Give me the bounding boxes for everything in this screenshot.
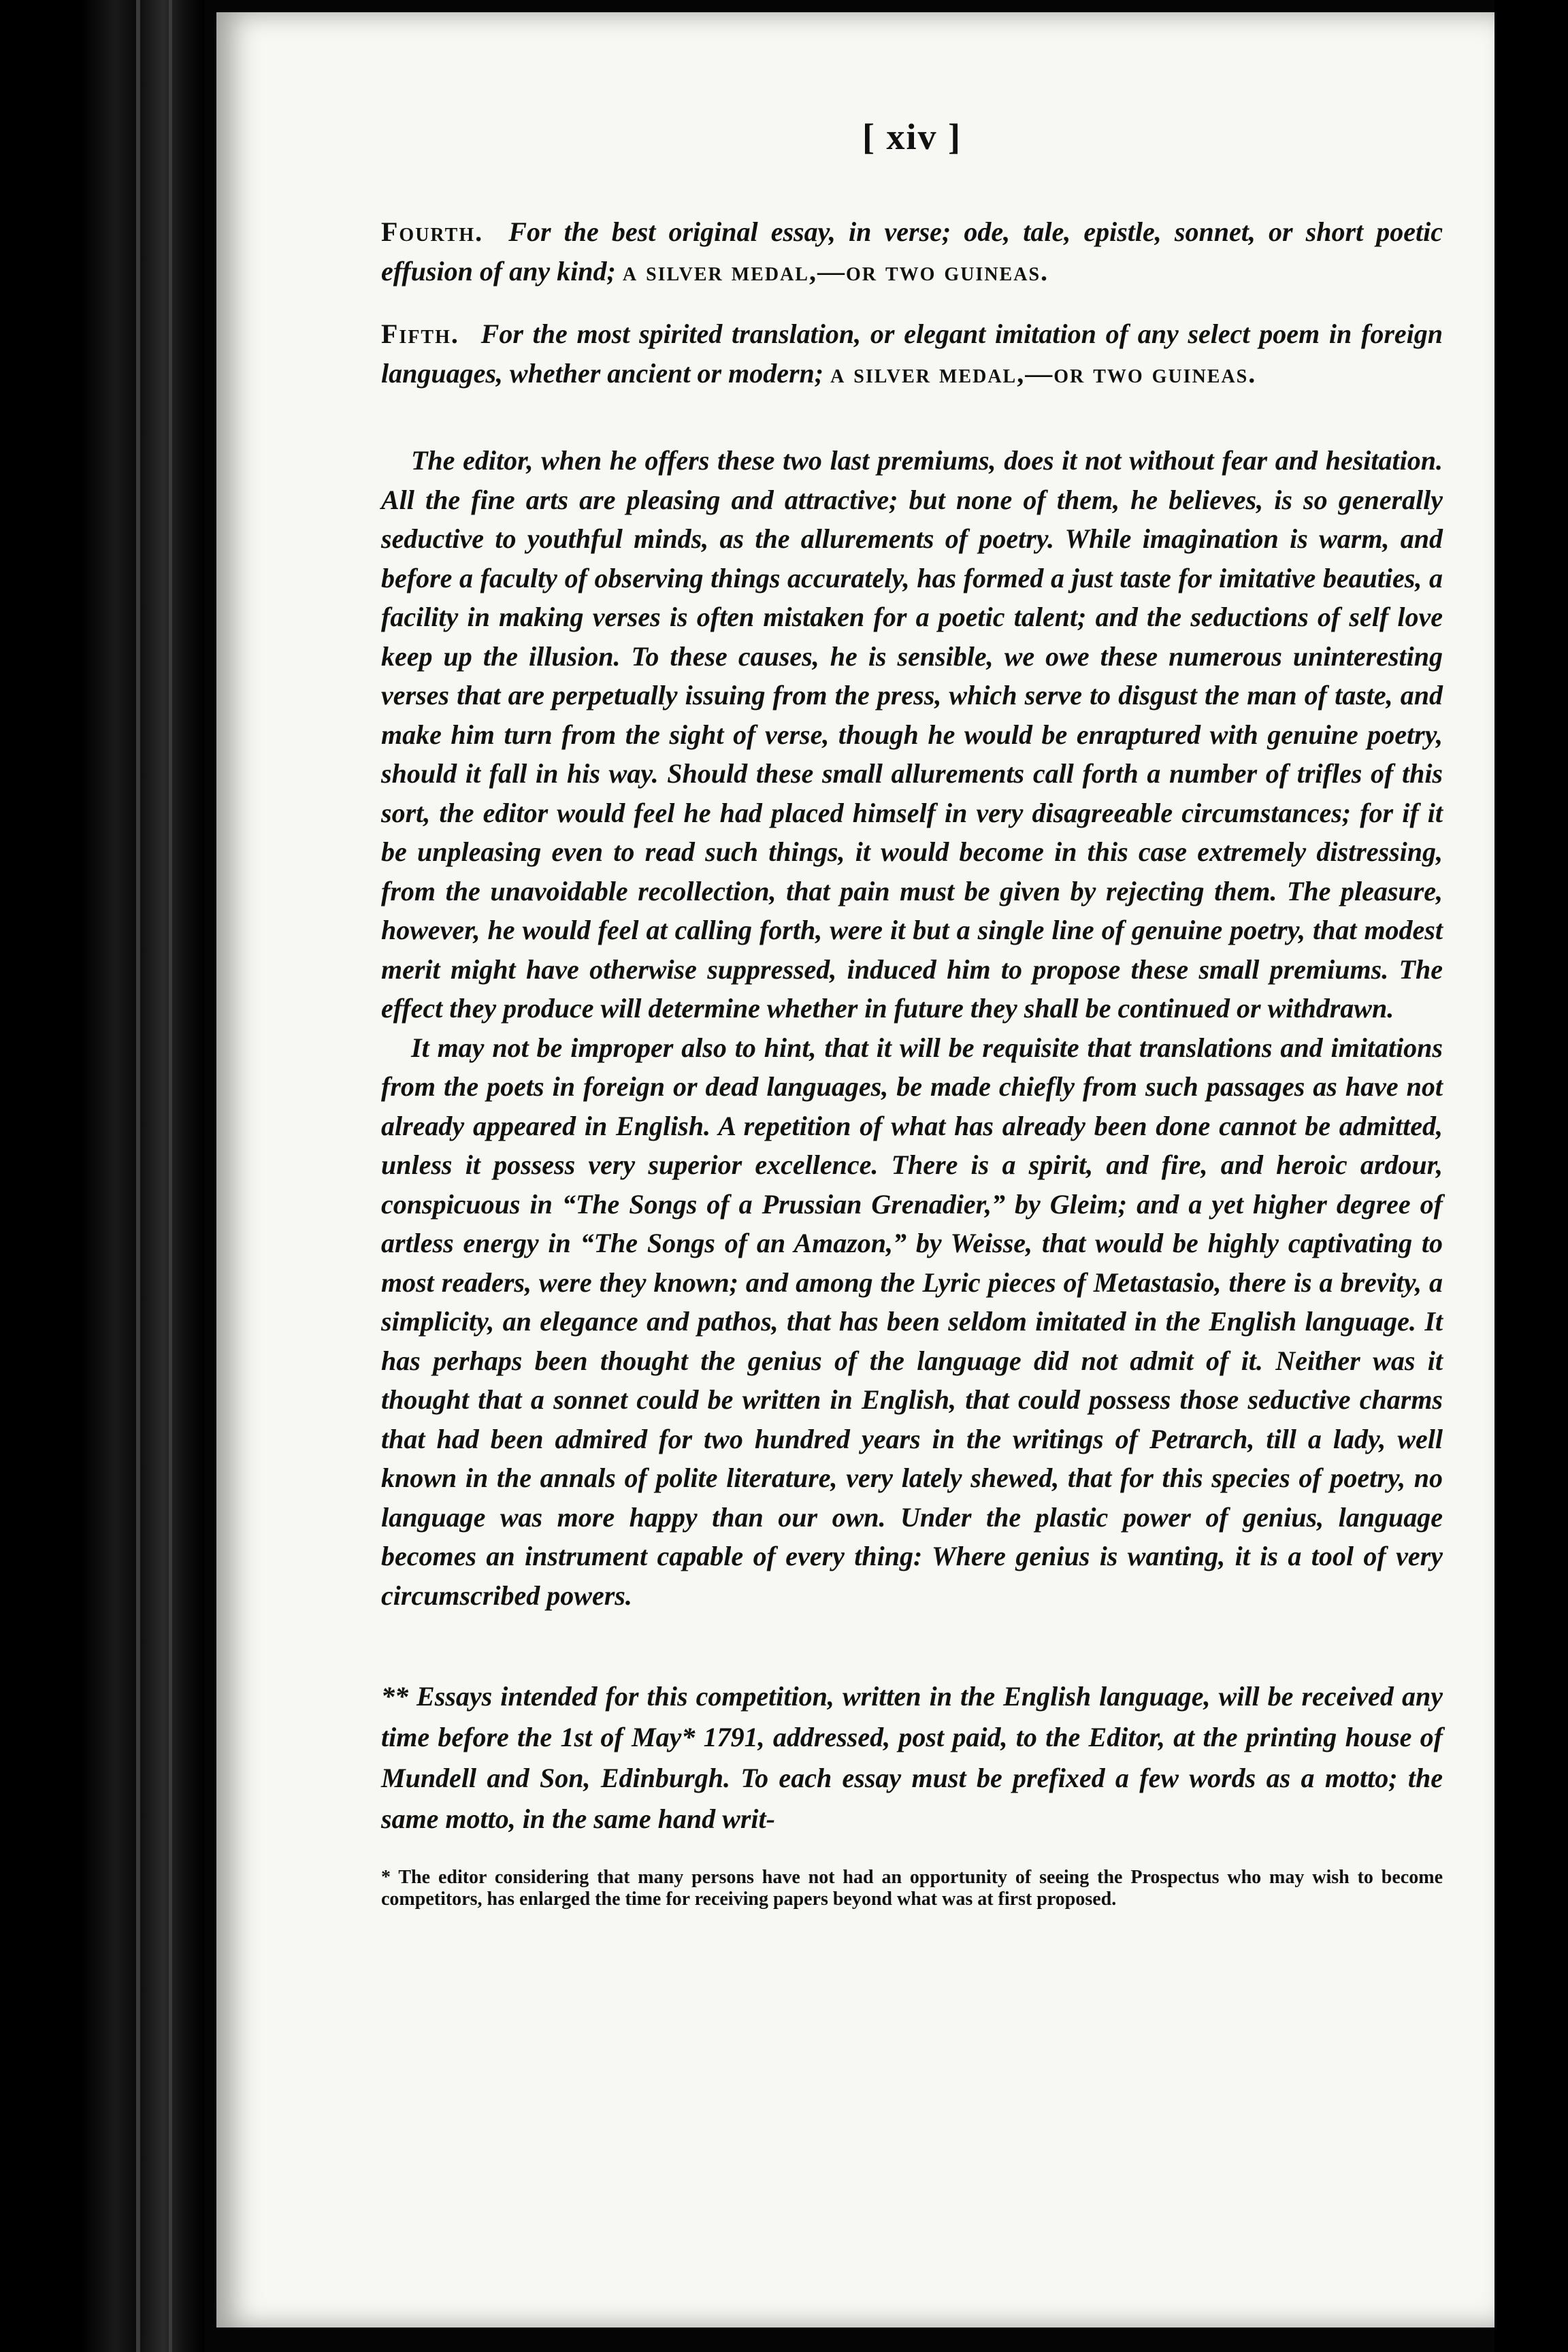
premium-prize: a silver medal,—or two guineas. bbox=[830, 358, 1257, 389]
premium-description: For the most spirited translation, or elegant imitation of any select poem in foreign languages, whether ancient or modern; bbox=[381, 318, 1443, 389]
premium-fifth bbox=[381, 314, 1443, 393]
premium-description: For the best original essay, in verse; ode, tale, epistle, sonnet, or short poetic effusion of any kind; bbox=[381, 216, 1443, 287]
page-edge-strip bbox=[169, 0, 172, 2352]
premium-prize: a silver medal,—or two guineas. bbox=[622, 256, 1049, 287]
premium-ordinal: Fourth. bbox=[381, 216, 484, 247]
footnote: * The editor considering that many persons have not had an opportunity of seeing the Prospectus who may wish to become competitors, has enlarged the time for receiving papers beyond what was at first proposed. bbox=[381, 1867, 1443, 1910]
premium-ordinal: Fifth. bbox=[381, 318, 459, 349]
page-number: [ xiv ] bbox=[862, 116, 962, 157]
body-paragraph: It may not be improper also to hint, that it will be requisite that translations and imitations from the poets in foreign or dead languages, be made chiefly from such passages as have not already appeared in English. A repetition of what has already been done cannot be admitted, unless it possess very superior excellence. There is a spirit, and fire, and heroic ardour, conspicuous in “The Songs of a Prussian Grenadier,” by Gleim; and a yet higher degree of artless energy in “The Songs of an Amazon,” by Weisse, that would be highly captivating to most readers, were they known; and among the Lyric pieces of Metastasio, there is a brevity, a simplicity, an elegance and pathos, that has been seldom imitated in the English language. It has perhaps been thought the genius of the language did not admit of it. Neither was it thought that a sonnet could be written in English, that could possess those seductive charms that had been admired for two hundred years in the writings of Petrarch, till a lady, well known in the annals of polite literature, very lately shewed, that for this species of poetry, no language was more happy than our own. Under the plastic power of genius, language becomes an instrument capable of every thing: Where genius is wanting, it is a tool of very circumscribed powers. bbox=[381, 1032, 1443, 1611]
page-edge-strip bbox=[136, 0, 140, 2352]
right-margin-dark bbox=[1494, 0, 1568, 2352]
page-content bbox=[381, 116, 1443, 1929]
body-paragraph: The editor, when he offers these two last premiums, does it not without fear and hesitation. All the fine arts are pleasing and attractive; but none of them, he believes, is so generally seductive to youthful minds, as the allurements of poetry. While imagination is warm, and before a faculty of observing things accurately, has formed a just taste for imitative beauties, a facility in making verses is often mistaken for a poetic talent; and the seductions of self love keep up the illusion. To these causes, he is sensible, we owe these numerous uninteresting verses that are perpetually issuing from the press, which serve to disgust the man of taste, and make him turn from the sight of verse, though he would be enraptured with genuine poetry, should it fall in his way. Should these small allurements call forth a number of trifles of this sort, the editor would feel he had placed himself in very disagreeable circumstances; for if it be unpleasing even to read such things, it would become in this case extremely distressing, from the unavoidable recollection, that pain must be given by rejecting them. The pleasure, however, he would feel at calling forth, were it but a single line of genuine poetry, that modest merit might have otherwise suppressed, induced him to propose these small premiums. The effect they produce will determine whether in future they shall be continued or withdrawn. bbox=[381, 445, 1443, 1024]
premium-fourth bbox=[381, 212, 1443, 291]
book-binding-gutter bbox=[0, 0, 204, 2352]
submission-notice: ** Essays intended for this competition, written in the English language, will be received any time before the 1st of May* 1791, addressed, post paid, to the Editor, at the printing house of Mundell and Son, Edinburgh. To each essay must be prefixed a few words as a motto; the same motto, in the same hand writ- bbox=[381, 1681, 1443, 1834]
